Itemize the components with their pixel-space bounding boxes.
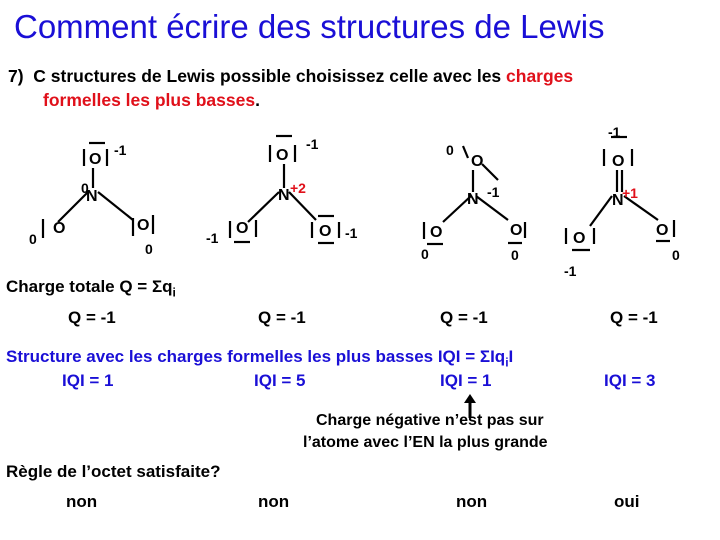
total-charge-label: Charge totale Q = [6,277,152,296]
page-title: Comment écrire des structures de Lewis [14,8,605,45]
s3-charge-o-top: 0 [446,142,454,158]
s3-o-top: O [471,153,484,170]
question-text: C structures de Lewis possible choisissez celle avec les [33,66,507,86]
s2-charge-o-top: -1 [306,136,319,152]
s2-abs-charge: IQI = 5 [254,371,306,390]
s2-o-left: O [236,220,249,237]
total-charge-formula [6,277,176,299]
question-highlight-1: charges [506,66,574,86]
s4-total-charge: Q = -1 [610,308,658,327]
s2-octet: non [258,492,290,511]
s1-o-left: O [53,220,66,237]
s4-abs-charge: IQI = 3 [604,371,656,390]
s2-o-right: O [319,223,332,240]
s3-total-charge: Q = -1 [440,308,488,327]
total-charge-subscript: i [172,285,176,300]
s2-charge-n: +2 [290,180,306,196]
s3-abs-charge: IQI = 1 [440,371,492,390]
lowest-charge-subscript: i [505,355,509,370]
s1-charge-o-top: -1 [114,142,127,158]
sigma-symbol: Σ [151,277,163,296]
s1-o-top: O [89,151,102,168]
question-number: 7) [8,66,24,86]
s4-n: N [612,192,624,209]
s2-o-top: O [276,147,289,164]
lowest-charge-end: I [508,347,514,366]
s3-charge-o-right: 0 [511,247,519,263]
s3-o-left: O [430,224,443,241]
note-line-2: l’atome avec l’EN la plus grande [303,434,548,451]
question-highlight-2: formelles les plus basses [43,90,256,110]
s4-o-right: O [656,222,669,239]
s2-charge-o-left: -1 [206,230,219,246]
s4-octet: oui [614,492,640,511]
s1-charge-n: 0 [81,180,89,196]
s1-charge-o-right: 0 [145,241,153,257]
s3-n: N [467,191,479,208]
total-charge-q: q [162,277,173,296]
s2-n: N [278,187,290,204]
s4-charge-o-right: 0 [672,247,680,263]
s1-total-charge: Q = -1 [68,308,116,327]
s3-charge-n: -1 [487,184,500,200]
question-end: . [255,90,260,110]
s3-octet: non [456,492,488,511]
s4-o-left: O [573,230,586,247]
s4-charge-o-left: -1 [564,263,577,279]
s1-o-right: O [137,217,150,234]
octet-question: Règle de l’octet satisfaite? [6,462,221,481]
lowest-charge-text: Structure avec les charges formelles les plus basses IQI = [6,347,480,366]
s2-charge-o-right: -1 [345,225,358,241]
s3-charge-o-left: 0 [421,246,429,262]
lowest-charge-heading [6,347,513,369]
s3-o-right: O [510,222,523,239]
s1-abs-charge: IQI = 1 [62,371,114,390]
s4-charge-n: +1 [622,185,638,201]
s1-n: N [86,188,98,205]
s4-o-top: O [612,153,625,170]
s4-charge-o-top: -1 [608,124,621,140]
s2-total-charge: Q = -1 [258,308,306,327]
lowest-charge-sigma: Σ [479,347,491,366]
note-line-1: Charge négative n’est pas sur [316,412,544,429]
lowest-charge-expr: Iq [490,347,506,366]
s1-octet: non [66,492,98,511]
s1-charge-o-left: 0 [29,231,37,247]
